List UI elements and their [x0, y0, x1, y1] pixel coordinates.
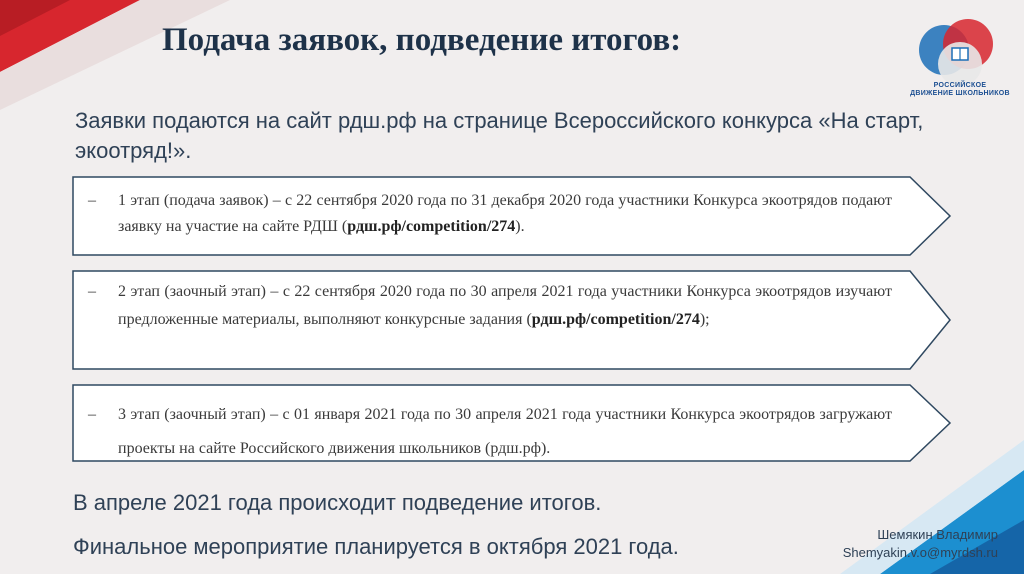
stage-card: [72, 176, 952, 256]
stage-text: [88, 188, 892, 240]
stage-tail: ).: [515, 218, 525, 235]
logo-caption-line-1: РОССИЙСКОЕ: [933, 82, 987, 89]
summary-line: Финальное мероприятие планируется в октября 2021 года.: [73, 534, 679, 559]
stage-dash: –: [88, 406, 96, 423]
stage-description: 3 этап (заочный этап) – с 01 января 2021 года по 30 апреля 2021 года участники Конкурса экоотрядов загружают проекты на сайте Российского движения школьников (рдш.рф).: [118, 406, 892, 457]
intro-text: Заявки подаются на сайт рдш.рф на странице Всероссийского конкурса «На старт, экоотряд!».: [75, 108, 924, 163]
author-email[interactable]: Shemyakin.v.o@myrdsh.ru: [842, 545, 998, 560]
stage-dash: –: [88, 192, 96, 209]
stage-dash: –: [88, 283, 96, 300]
stage-description: 2 этап (заочный этап) – с 22 сентября 2020 года по 30 апреля 2021 года участники Конкурса экоотрядов изучают предложенные материалы, выполняют конкурсные задания (: [118, 283, 892, 328]
logo-caption: [908, 82, 1012, 98]
author-block: [843, 526, 998, 562]
stage-card: [72, 384, 952, 462]
author-name: Шемякин Владимир: [877, 527, 998, 542]
stage-card: [72, 270, 952, 370]
stage-text: [88, 398, 892, 466]
stage-tail: );: [699, 311, 710, 328]
summary-line: В апреле 2021 года происходит подведение итогов.: [73, 490, 602, 515]
stage-description: 1 этап (подача заявок) – с 22 сентября 2020 года по 31 декабря 2020 года участники Конкурса экоотрядов подают заявку на участие на сайте РДШ (: [118, 192, 892, 235]
stage-link[interactable]: рдш.рф/competition/274: [347, 218, 516, 235]
logo-caption-line-2: ДВИЖЕНИЕ ШКОЛЬНИКОВ: [910, 90, 1010, 97]
page-title: Подача заявок, подведение итогов:: [162, 22, 682, 58]
stage-text: [88, 278, 892, 334]
stage-link[interactable]: рдш.рф/competition/274: [531, 311, 700, 328]
